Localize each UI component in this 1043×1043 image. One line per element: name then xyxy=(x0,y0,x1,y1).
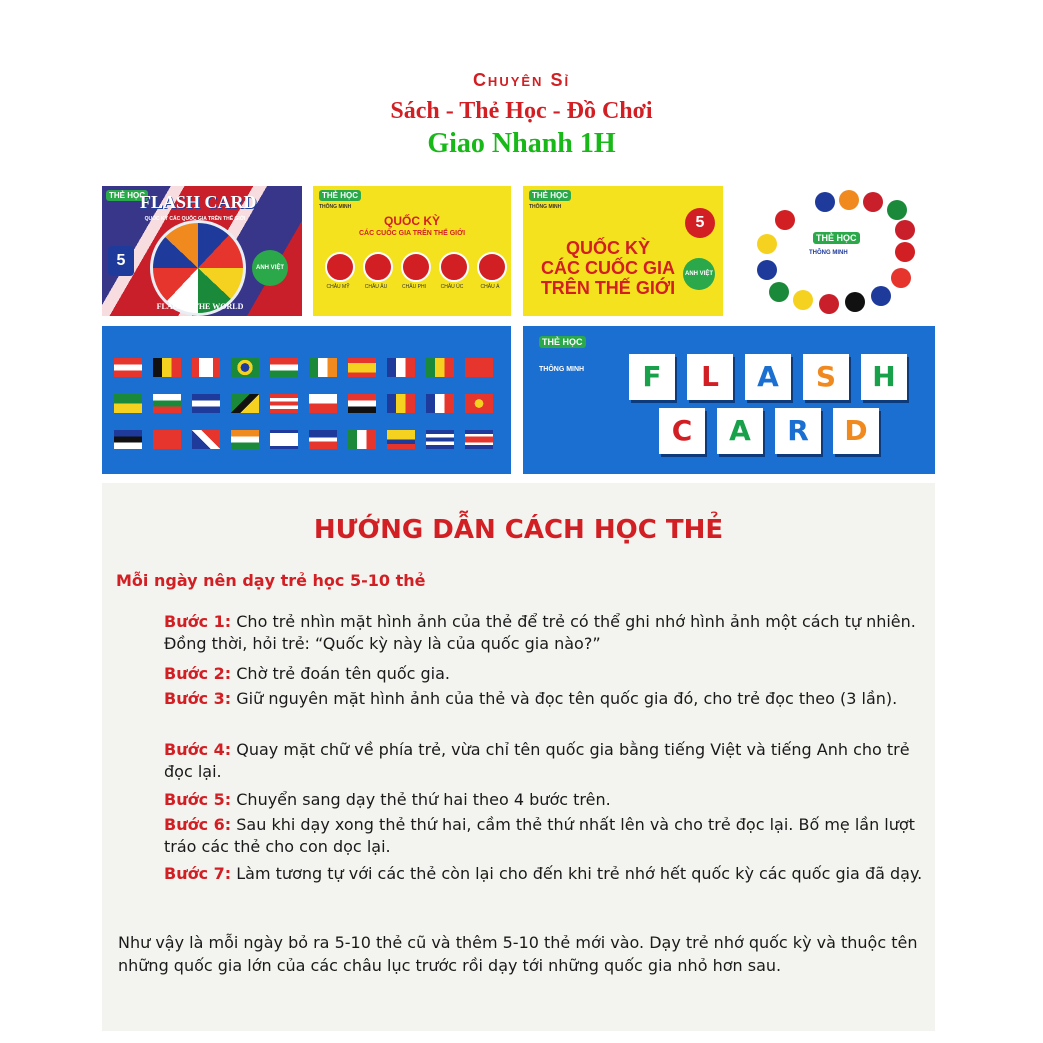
thong-minh-text: THÔNG MINH xyxy=(529,204,562,210)
round-flag-icon xyxy=(757,234,777,254)
panel3-line2: CÁC CUỐC GIA xyxy=(541,258,675,278)
ring-text: QUỐC KỲ CÁC QUỐC GIA TRÊN THẾ GIỚI xyxy=(144,216,246,222)
flag-icon xyxy=(270,358,298,377)
ring-bottom-text: FLAG OF THE WORLD xyxy=(156,302,244,311)
flag-icon xyxy=(114,394,142,413)
brand-logo: THẺ HỌC xyxy=(529,190,571,201)
step-text: Quay mặt chữ về phía trẻ, vừa chỉ tên quốc gia bằng tiếng Việt và tiếng Anh cho trẻ đọc lại. xyxy=(164,740,910,781)
step-text: Chờ trẻ đoán tên quốc gia. xyxy=(231,664,451,683)
panel2-title2: CÁC CUỐC GIA TRÊN THẾ GIỚI xyxy=(358,230,466,237)
flag-icon xyxy=(426,358,454,377)
step-label: Bước 1: xyxy=(164,612,232,631)
flag-icon xyxy=(426,394,454,413)
flag-icon xyxy=(114,358,142,377)
flash-card-title: FLASH CARD xyxy=(140,192,257,212)
round-flag-icon xyxy=(863,192,883,212)
flag-icon xyxy=(153,358,181,377)
flag-icon xyxy=(309,430,337,449)
flag-icon xyxy=(465,358,493,377)
flag-icon xyxy=(348,394,376,413)
thong-minh-text: THÔNG MINH xyxy=(809,250,848,256)
product-image-flag-grid xyxy=(102,326,511,474)
step-label: Bước 6: xyxy=(164,815,232,834)
header-line-products: Sách - Thẻ Học - Đồ Chơi xyxy=(390,98,653,124)
language-badge: ANH VIỆT xyxy=(683,258,715,290)
flag-icon xyxy=(387,430,415,449)
step-item xyxy=(164,739,924,783)
round-flag-icon xyxy=(845,292,865,312)
continent-oceania-icon xyxy=(439,252,469,282)
round-flag-icon xyxy=(775,210,795,230)
step-label: Bước 2: xyxy=(164,664,232,683)
flag-icon xyxy=(465,394,493,413)
flag-icon xyxy=(231,430,259,449)
step-text: Làm tương tự với các thẻ còn lại cho đến khi trẻ nhớ hết quốc kỳ các quốc gia đã dạy. xyxy=(231,864,923,883)
continent-label: CHÂU ÂU xyxy=(364,284,388,290)
continent-europe-icon xyxy=(363,252,393,282)
flag-icon xyxy=(231,358,259,377)
round-flag-icon xyxy=(819,294,839,314)
brand-logo: THẺ HỌC xyxy=(106,190,148,201)
round-flag-icon xyxy=(769,282,789,302)
continent-america-icon xyxy=(325,252,355,282)
flag-icon xyxy=(465,430,493,449)
flag-icon xyxy=(153,430,181,449)
instructions-card xyxy=(102,483,935,1031)
round-flag-icon xyxy=(757,260,777,280)
flag-icon xyxy=(192,430,220,449)
language-badge: ANH VIỆT xyxy=(252,250,288,286)
flag-icon xyxy=(192,394,220,413)
panel3-line1: QUỐC KỲ xyxy=(565,238,650,258)
continent-africa-icon xyxy=(401,252,431,282)
round-flag-icon xyxy=(895,220,915,240)
step-text: Giữ nguyên mặt hình ảnh của thẻ và đọc tên quốc gia đó, cho trẻ đọc theo (3 lần). xyxy=(231,689,898,708)
instructions-title: HƯỚNG DẪN CÁCH HỌC THẺ xyxy=(313,515,724,545)
panel3-line3: TRÊN THẾ GIỚI xyxy=(540,278,676,298)
step-text: Sau khi dạy xong thẻ thứ hai, cầm thẻ thứ nhất lên và cho trẻ đọc lại. Bố mẹ lần lượt tráo các thẻ cho con dọc lại. xyxy=(164,815,915,856)
flag-icon xyxy=(309,358,337,377)
step-label: Bước 4: xyxy=(164,740,232,759)
tile-letter: R xyxy=(775,408,821,454)
product-image-box-front xyxy=(102,186,302,316)
step-text: Cho trẻ nhìn mặt hình ảnh của thẻ để trẻ có thể ghi nhớ hình ảnh một cách tự nhiên. Đồng thời, hỏi trẻ: “Quốc kỳ này là của quốc gia nào?” xyxy=(164,612,916,653)
instructions-subtitle: Mỗi ngày nên dạy trẻ học 5-10 thẻ xyxy=(116,571,426,590)
product-image-flash-card-tiles xyxy=(523,326,935,474)
round-flag-icon xyxy=(891,268,911,288)
step-item xyxy=(164,663,924,685)
step-item xyxy=(164,688,924,710)
continent-label: CHÂU Á xyxy=(480,284,500,290)
brand-logo: THẺ HỌC xyxy=(813,232,860,244)
continent-label: CHÂU MỸ xyxy=(326,284,350,290)
tile-letter: H xyxy=(861,354,907,400)
brand-logo: THẺ HỌC xyxy=(319,190,361,201)
flag-icon xyxy=(348,358,376,377)
step-text: Chuyển sang dạy thẻ thứ hai theo 4 bước trên. xyxy=(231,790,611,809)
flag-icon xyxy=(270,430,298,449)
tile-letter: C xyxy=(659,408,705,454)
tile-letter: L xyxy=(687,354,733,400)
thong-minh-text: THÔNG MINH xyxy=(539,366,585,373)
brand-logo: THẺ HỌC xyxy=(539,336,586,348)
flag-icon xyxy=(348,430,376,449)
step-item xyxy=(164,611,924,655)
flag-icon xyxy=(153,394,181,413)
flag-icon xyxy=(387,394,415,413)
product-image-quoc-ky xyxy=(523,186,723,316)
step-item xyxy=(164,814,924,858)
step-label: Bước 5: xyxy=(164,790,232,809)
panel2-title1: QUỐC KỲ xyxy=(383,214,440,228)
flag-icon xyxy=(270,394,298,413)
header-line-delivery: Giao Nhanh 1H xyxy=(427,128,616,159)
step-item xyxy=(164,789,924,811)
round-flag-icon xyxy=(815,192,835,212)
round-flag-icon xyxy=(839,190,859,210)
round-flag-icon xyxy=(793,290,813,310)
thong-minh-text: THÔNG MINH xyxy=(319,204,352,210)
product-image-flag-ring xyxy=(735,186,935,316)
tile-letter: A xyxy=(717,408,763,454)
continent-label: CHÂU ÚC xyxy=(440,284,464,290)
tile-letter: S xyxy=(803,354,849,400)
round-flag-icon xyxy=(887,200,907,220)
step-item xyxy=(164,863,924,885)
flag-icon xyxy=(192,358,220,377)
continent-label: CHÂU PHI xyxy=(402,284,426,290)
badge-number: 5 xyxy=(108,246,134,276)
step-label: Bước 3: xyxy=(164,689,232,708)
tile-letter: F xyxy=(629,354,675,400)
flag-icon xyxy=(387,358,415,377)
flag-icon xyxy=(231,394,259,413)
closing-paragraph: Như vậy là mỗi ngày bỏ ra 5-10 thẻ cũ và thêm 5-10 thẻ mới vào. Dạy trẻ nhớ quốc kỳ và thuộc tên những quốc gia lớn của các châu lục trước rồi dạy tới những quốc gia nhỏ hơn sau. xyxy=(118,933,918,975)
round-flag-icon xyxy=(871,286,891,306)
badge-number: 5 xyxy=(685,208,715,238)
flag-icon xyxy=(114,430,142,449)
header-line-wholesale: Chuyên Sỉ xyxy=(472,70,571,90)
product-image-continents xyxy=(313,186,511,316)
tile-letter: A xyxy=(745,354,791,400)
step-label: Bước 7: xyxy=(164,864,232,883)
flag-icon xyxy=(309,394,337,413)
continent-asia-icon xyxy=(477,252,507,282)
round-flag-icon xyxy=(895,242,915,262)
flag-icon xyxy=(426,430,454,449)
tile-letter: D xyxy=(833,408,879,454)
